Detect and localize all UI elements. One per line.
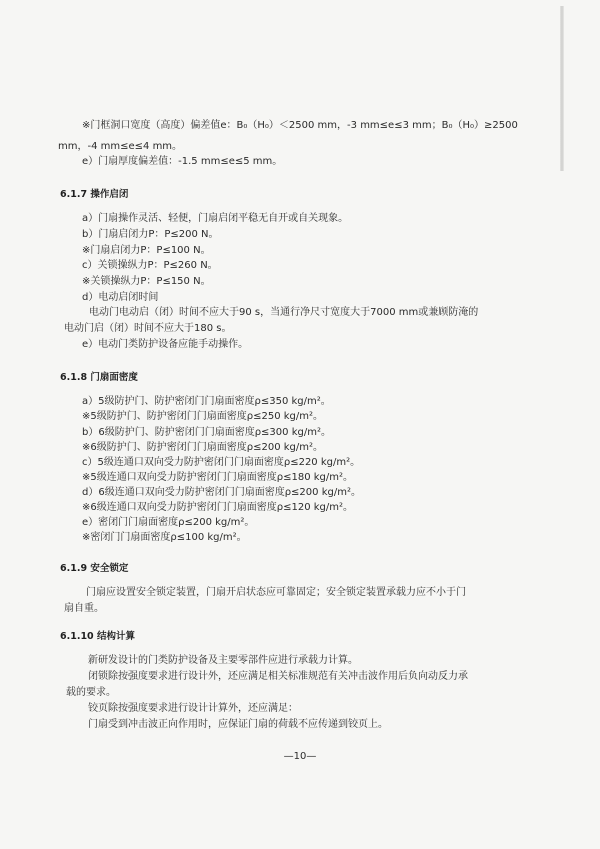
paragraph-line: 载的要求。 [66,687,116,698]
thickness-item: e）门扇厚度偏差值：-1.5 mm≤e≤5 mm。 [82,156,283,167]
section-heading-6110: 6.1.10 结构计算 [60,631,135,642]
paragraph-line: 电动门电动启（闭）时间不应大于90 s，当通行净尺寸宽度大于7000 mm或兼顾防淹的 [89,307,479,318]
list-item-note: ※6级连通口双向受力防护密闭门门扇面密度ρ≤120 kg/m²。 [82,502,353,513]
list-item: b）门扇启闭力P：P≤200 N。 [82,229,219,240]
paragraph-line: 门扇受到冲击波正向作用时，应保证门扇的荷载不应传递到铰页上。 [88,719,388,730]
list-item: c）5级连通口双向受力防护密闭门门扇面密度ρ≤220 kg/m²。 [82,457,361,468]
paragraph-line: 新研发设计的门类防护设备及主要零部件应进行承载力计算。 [88,655,358,666]
list-item: e）密闭门门扇面密度ρ≤200 kg/m²。 [82,517,255,528]
tolerance-note-line2: mm，-4 mm≤e≤4 mm。 [58,141,183,152]
paragraph-line: 闭锁除按强度要求进行设计外，还应满足相关标准规范有关冲击波作用后负向动反力承 [88,671,468,682]
paragraph-line: 门扇应设置安全锁定装置，门扇开启状态应可靠固定；安全锁定装置承载力应不小于门 [86,587,466,598]
list-item: c）关锁操纵力P：P≤260 N。 [82,260,218,271]
list-item-note: ※5级防护门、防护密闭门门扇面密度ρ≤250 kg/m²。 [82,411,323,422]
section-heading-619: 6.1.9 安全锁定 [60,563,129,574]
section-heading-618: 6.1.8 门扇面密度 [60,372,138,383]
list-item: a）5级防护门、防护密闭门门扇面密度ρ≤350 kg/m²。 [82,396,331,407]
list-item: b）6级防护门、防护密闭门门扇面密度ρ≤300 kg/m²。 [82,427,331,438]
list-item-note: ※关锁操纵力P：P≤150 N。 [82,276,211,287]
paragraph-line: 电动门启（闭）时间不应大于180 s。 [64,323,232,334]
paragraph-line: 扇自重。 [64,603,104,614]
scan-edge-shadow [560,6,564,171]
list-item-note: ※密闭门门扇面密度ρ≤100 kg/m²。 [82,532,247,543]
list-item-note: ※门扇启闭力P：P≤100 N。 [82,245,211,256]
page-number: —10— [283,751,317,762]
paragraph-line: 铰页除按强度要求进行设计计算外，还应满足： [88,703,298,714]
list-item-note: ※5级连通口双向受力防护密闭门门扇面密度ρ≤180 kg/m²。 [82,472,353,483]
list-item: d）电动启闭时间 [82,292,159,303]
tolerance-note-line1: ※门框洞口宽度（高度）偏差值e：B₀（H₀）＜2500 mm，-3 mm≤e≤3 mm；B₀（H₀）≥2500 [82,120,518,131]
list-item: d）6级连通口双向受力防护密闭门门扇面密度ρ≤200 kg/m²。 [82,487,361,498]
list-item-note: ※6级防护门、防护密闭门门扇面密度ρ≤200 kg/m²。 [82,442,323,453]
list-item: a）门扇操作灵活、轻便，门扇启闭平稳无自开或自关现象。 [82,213,349,224]
list-item: e）电动门类防护设备应能手动操作。 [82,339,249,350]
section-heading-617: 6.1.7 操作启闭 [60,189,129,200]
